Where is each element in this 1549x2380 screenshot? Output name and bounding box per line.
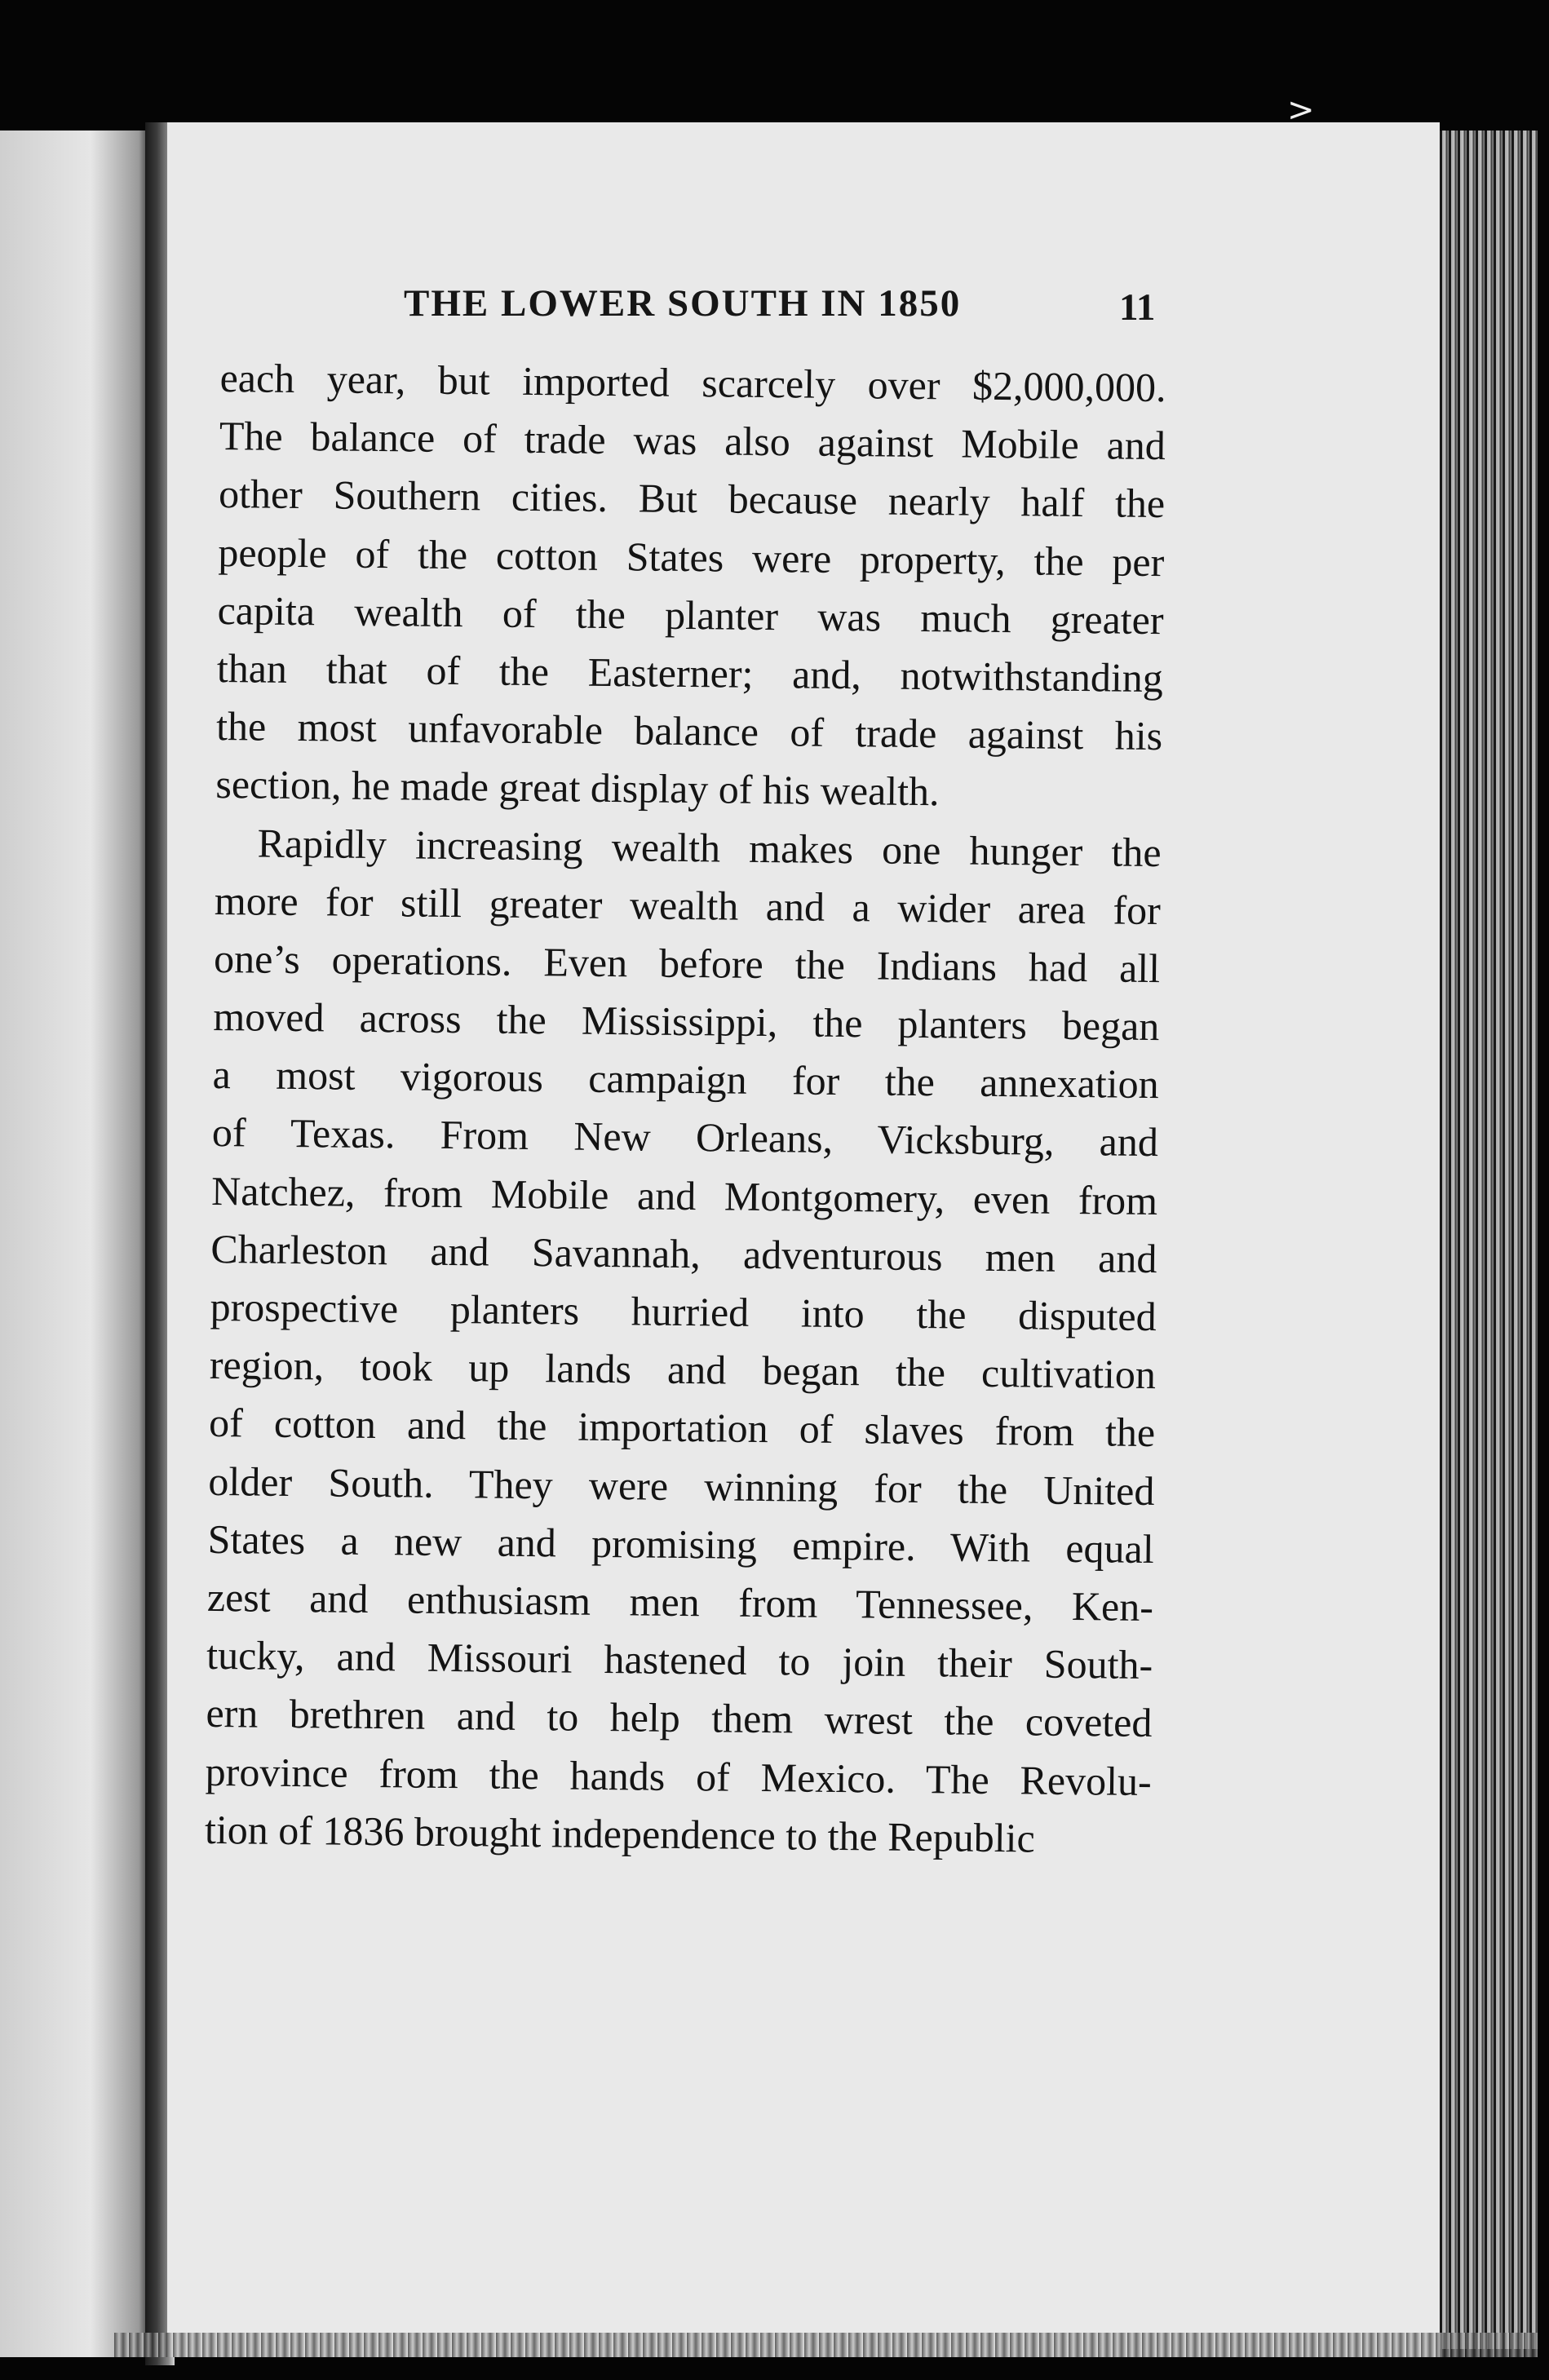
- text-line: section, he made great display of his wealth.: [215, 761, 940, 815]
- running-head: THE LOWER SOUTH IN 1850: [404, 282, 962, 325]
- text-line: moved across the Mississippi, the planters began: [213, 993, 1160, 1050]
- text-line: region, took up lands and began the cultivation: [209, 1342, 1157, 1398]
- page-bottom-edge: [114, 2333, 1538, 2357]
- text-line: Natchez, from Mobile and Montgomery, even from: [210, 1167, 1158, 1223]
- body-text: [205, 349, 1166, 1869]
- text-line: of cotton and the importation of slaves from the: [208, 1400, 1156, 1456]
- paragraph-2: [205, 813, 1162, 1868]
- text-line: the most unfavorable balance of trade against his: [215, 703, 1163, 759]
- corner-mark: >: [1287, 91, 1315, 129]
- text-line: other Southern cities. But because nearly half the: [218, 471, 1166, 527]
- text-line: Rapidly increasing wealth makes one hunger the: [257, 820, 1162, 875]
- text-line: older South. They were winning for the United: [208, 1458, 1155, 1514]
- text-line: of Texas. From New Orleans, Vicksburg, and: [211, 1109, 1159, 1166]
- text-line: zest and enthusiasm men from Tennessee, Ken-: [206, 1573, 1154, 1630]
- page-number: 11: [1119, 286, 1156, 329]
- facing-page-edge: [0, 131, 151, 2357]
- text-line: each year, but imported scarcely over $2,000,000.: [219, 354, 1166, 411]
- text-line: The balance of trade was also against Mobile and: [219, 413, 1166, 469]
- text-line: capita wealth of the planter was much greater: [217, 586, 1164, 643]
- text-line: Charleston and Savannah, adventurous men and: [210, 1225, 1157, 1281]
- text-line: one’s operations. Even before the Indians had all: [213, 935, 1161, 991]
- text-line: than that of the Easterner; and, notwithstanding: [216, 644, 1164, 701]
- text-line: States a new and promising empire. With equal: [207, 1515, 1154, 1572]
- text-line: ern brethren and to help them wrest the coveted: [206, 1690, 1153, 1746]
- text-line: tion of 1836 brought independence to the Republic: [204, 1806, 1036, 1861]
- paragraph-1: [215, 349, 1166, 824]
- page-stack-edge: [1440, 131, 1538, 2349]
- text-line: prospective planters hurried into the disputed: [210, 1283, 1157, 1340]
- text-line: tucky, and Missouri hastened to join their South-: [206, 1632, 1153, 1688]
- text-line: more for still greater wealth and a wider area for: [214, 877, 1162, 933]
- text-line: a most vigorous campaign for the annexation: [212, 1051, 1159, 1108]
- text-line: province from the hands of Mexico. The Revolu-: [205, 1748, 1152, 1804]
- text-line: people of the cotton States were property, the per: [218, 529, 1165, 585]
